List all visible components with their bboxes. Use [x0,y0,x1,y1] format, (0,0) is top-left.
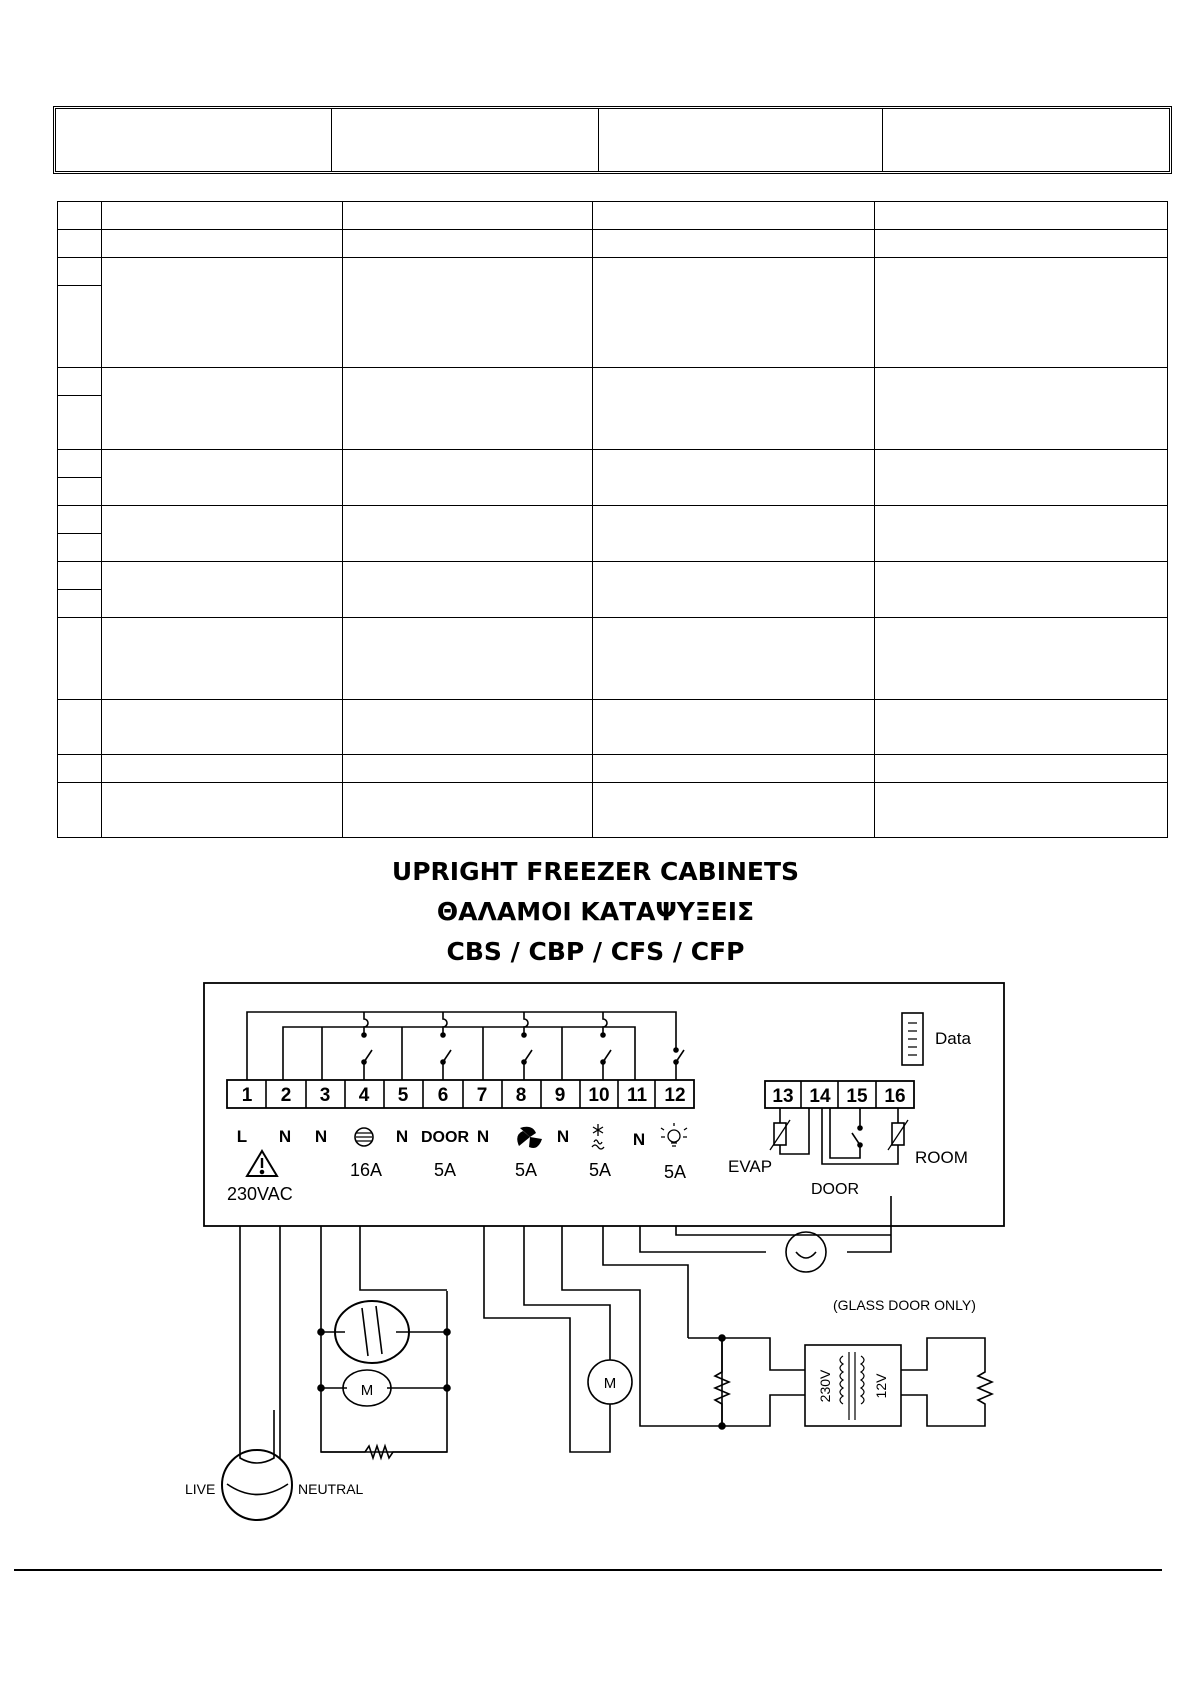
label-n: N [632,1130,646,1149]
table-row [58,450,1168,478]
compressor-icon [355,1128,373,1146]
defrost-circuit [562,1226,992,1429]
room-label: ROOM [915,1148,968,1167]
warning-icon [247,1151,277,1176]
table-row [58,755,1168,783]
rating-compressor: 16A [349,1160,383,1180]
header-table [53,106,1172,174]
rating-fan: 5A [514,1160,538,1180]
data-label: Data [935,1029,971,1048]
terminal-2: 2 [280,1085,292,1106]
terminal-14: 14 [809,1086,831,1107]
terminal-8: 8 [515,1085,527,1106]
label-n: N [395,1127,409,1146]
fan-motor-letter: M [360,1382,374,1399]
table-row [58,506,1168,534]
label-n: N [556,1127,570,1146]
transformer-primary: 230V [817,1369,833,1403]
table-row [58,700,1168,755]
footer-rule [14,1569,1162,1571]
neutral-label: NEUTRAL [298,1481,364,1497]
rating-defrost: 5A [588,1160,612,1180]
terminal-11: 11 [626,1085,648,1106]
terminal-6: 6 [437,1085,449,1106]
title-english: UPRIGHT FREEZER CABINETS [391,857,800,886]
live-bus [247,1012,676,1080]
table-row [58,202,1168,230]
terminal-7: 7 [476,1085,488,1106]
neutral-bus [283,1027,635,1080]
evaporator-fan [484,1226,632,1452]
label-door: DOOR [421,1129,469,1146]
terminal-13: 13 [772,1086,794,1107]
door-label: DOOR [811,1181,859,1198]
supply-wiring [222,1226,292,1520]
table-row [58,230,1168,258]
terminal-4: 4 [358,1085,370,1106]
header-divider [331,109,332,171]
terminal-16: 16 [884,1086,906,1107]
motor-letter: M [603,1375,617,1392]
terminal-1: 1 [241,1085,253,1106]
title-greek: ΘΑΛΑΜΟΙ ΚΑΤΑΨΥΞΕΙΣ [436,897,755,926]
terminal-block [227,1080,694,1108]
spec-table [57,201,1168,838]
data-port-icon [902,1013,923,1065]
terminal-15: 15 [846,1086,868,1107]
label-n: N [476,1127,490,1146]
terminal-12: 12 [664,1085,686,1106]
glass-door-heater [640,1196,891,1272]
table-row [58,562,1168,590]
table-row [58,783,1168,838]
terminal-3: 3 [319,1085,331,1106]
label-n: N [314,1127,328,1146]
header-divider [598,109,599,171]
label-l: L [236,1127,248,1146]
terminal-10: 10 [588,1085,610,1106]
supply-voltage: 230VAC [227,1184,293,1204]
label-n: N [278,1127,292,1146]
live-label: LIVE [185,1481,216,1497]
table-row [58,258,1168,286]
fan-icon [517,1127,542,1148]
title-models: CBS / CBP / CFS / CFP [446,937,745,966]
glass-door-note: (GLASS DOOR ONLY) [833,1297,976,1313]
light-icon [661,1123,687,1146]
rating-door: 5A [433,1160,457,1180]
evap-label: EVAP [728,1157,773,1176]
table-row [58,368,1168,396]
defrost-icon [592,1124,604,1149]
terminal-5: 5 [397,1085,409,1106]
compressor-group [318,1226,450,1458]
rating-light: 5A [663,1162,687,1182]
terminal-9: 9 [554,1085,566,1106]
header-divider [882,109,883,171]
wiring-diagram [0,960,1191,1560]
probe-wiring [770,1108,908,1164]
table-row [58,618,1168,700]
transformer-secondary: 12V [873,1373,889,1399]
